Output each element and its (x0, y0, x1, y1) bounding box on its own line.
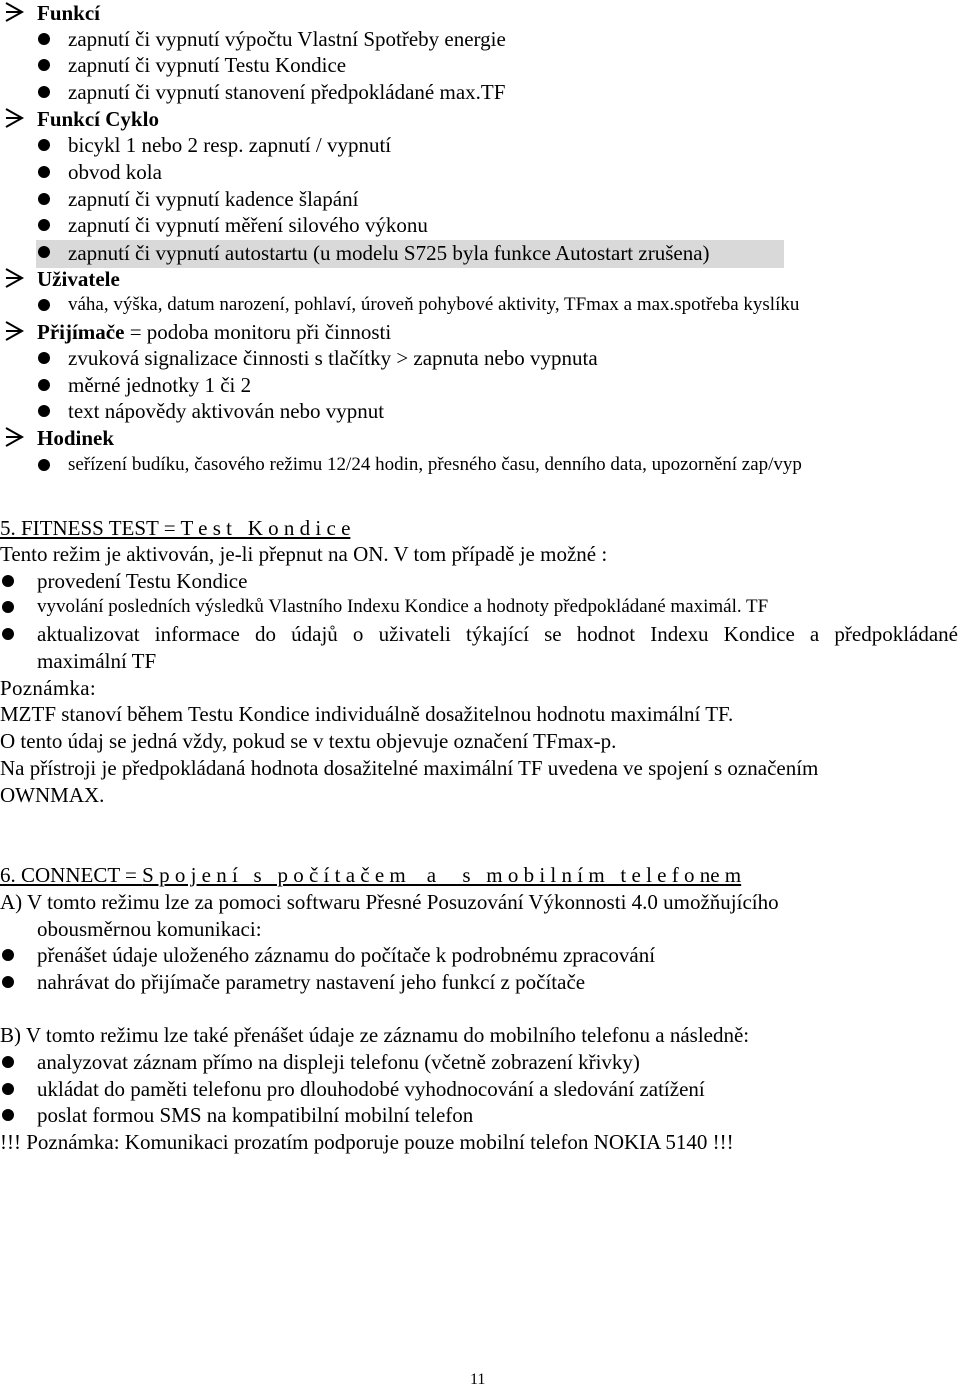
list-item: provedení Testu Kondice (37, 569, 248, 593)
connect-title-prefix: 6. CONNECT = (0, 863, 143, 887)
list-item: aktualizovat informace do údajů o uživateli týkající se hodnot Indexu Kondice a předpokládané (37, 622, 958, 646)
heading-uzivatele: Uživatele (37, 267, 120, 291)
arrow-bullet-icon (2, 319, 28, 345)
arrow-bullet-icon (2, 106, 28, 132)
heading-prijimace-rest: = podoba monitoru při činnosti (124, 320, 392, 344)
list-item: nahrávat do přijímače parametry nastavení jeho funkcí z počítače (37, 970, 586, 994)
arrow-bullet-icon (2, 0, 28, 26)
bullet-dot-icon (2, 1083, 14, 1095)
connect-a-line: A) V tomto režimu lze za pomoci softwaru Přesné Posuzování Výkonnosti 4.0 umožňujícího (0, 890, 779, 914)
note-line: O tento údaj se jedná vždy, pokud se v textu objevuje označení TFmax-p. (0, 729, 617, 753)
bullet-dot-icon (38, 219, 50, 231)
bullet-dot-icon (38, 86, 50, 98)
bullet-dot-icon (38, 59, 50, 71)
list-item: seřízení budíku, časového režimu 12/24 hodin, přesného času, denního data, upozornění zap/vyp (68, 454, 802, 475)
bullet-dot-icon (38, 299, 50, 311)
list-item: bicykl 1 nebo 2 resp. zapnutí / vypnutí (68, 133, 392, 157)
note-line: OWNMAX. (0, 783, 105, 807)
bullet-dot-icon (38, 166, 50, 178)
note-line: MZTF stanoví během Testu Kondice individuálně dosažitelnou hodnotu maximální TF. (0, 702, 734, 726)
list-item: váha, výška, datum narození, pohlaví, úroveň pohybové aktivity, TFmax a max.spotřeba kyslíku (68, 294, 800, 315)
list-item: zapnutí či vypnutí Testu Kondice (68, 53, 347, 77)
connect-a-line: obousměrnou komunikaci: (37, 917, 262, 941)
list-item: měrné jednotky 1 či 2 (68, 373, 252, 397)
bullet-dot-icon (2, 1056, 14, 1068)
bullet-dot-icon (38, 459, 50, 471)
final-note: !!! Poznámka: Komunikaci prozatím podporuje pouze mobilní telefon NOKIA 5140 !!! (0, 1130, 734, 1154)
page-number: 11 (470, 1371, 486, 1388)
bullet-dot-icon (38, 33, 50, 45)
bullet-dot-icon (38, 352, 50, 364)
bullet-dot-icon (38, 193, 50, 205)
heading-prijimace-bold: Přijímače (37, 320, 125, 344)
bullet-dot-icon (38, 379, 50, 391)
list-item: obvod kola (68, 160, 162, 184)
bullet-dot-icon (2, 1109, 14, 1121)
list-item: přenášet údaje uloženého záznamu do počítače k podrobnému zpracování (37, 943, 656, 967)
list-item: zapnutí či vypnutí měření silového výkonu (68, 213, 428, 237)
list-item: ukládat do paměti telefonu pro dlouhodobé vyhodnocování a sledování zatížení (37, 1077, 705, 1101)
fitness-title-spaced: T e s t K o n d i c e (180, 516, 351, 540)
arrow-bullet-icon (2, 266, 28, 292)
list-item: analyzovat záznam přímo na displeji telefonu (včetně zobrazení křivky) (37, 1050, 640, 1074)
bullet-dot-icon (38, 139, 50, 151)
connect-title-spaced: S p o j e n í s p o č í t a č e m a s m o b i l n í m t e l e f o ne m (142, 863, 742, 887)
heading-prijimace (37, 319, 391, 345)
list-item: zapnutí či vypnutí kadence šlapání (68, 187, 359, 211)
bullet-dot-icon (38, 405, 50, 417)
fitness-title-prefix: 5. FITNESS TEST = (0, 516, 181, 540)
list-item-highlighted: zapnutí či vypnutí autostartu (u modelu S725 byla funkce Autostart zrušena) (68, 241, 710, 265)
list-item: vyvolání posledních výsledků Vlastního Indexu Kondice a hodnoty předpokládané maximál. TF (37, 596, 769, 617)
fitness-intro: Tento režim je aktivován, je-li přepnut na ON. V tom případě je možné : (0, 542, 608, 566)
bullet-dot-icon (38, 246, 50, 258)
heading-funkci: Funkcí (37, 1, 101, 25)
section-title-connect (0, 862, 741, 888)
list-item: poslat formou SMS na kompatibilní mobilní telefon (37, 1103, 474, 1127)
arrow-bullet-icon (2, 425, 28, 451)
list-item: text nápovědy aktivován nebo vypnut (68, 399, 385, 423)
bullet-dot-icon (2, 601, 14, 613)
connect-b-line: B) V tomto režimu lze také přenášet údaje ze záznamu do mobilního telefonu a následně: (0, 1023, 750, 1047)
note-label: Poznámka: (0, 676, 97, 700)
bullet-dot-icon (2, 949, 14, 961)
list-item-continuation: maximální TF (37, 649, 157, 673)
list-item: zvuková signalizace činnosti s tlačítky > zapnuta nebo vypnuta (68, 346, 598, 370)
heading-cyklo: Funkcí Cyklo (37, 107, 159, 131)
list-item: zapnutí či vypnutí stanovení předpokládané max.TF (68, 80, 506, 104)
bullet-dot-icon (2, 976, 14, 988)
list-item: zapnutí či vypnutí výpočtu Vlastní Spotřeby energie (68, 27, 506, 51)
heading-hodinek: Hodinek (37, 426, 115, 450)
bullet-dot-icon (2, 628, 14, 640)
note-line: Na přístroji je předpokládaná hodnota dosažitelné maximální TF uvedena ve spojení s označením (0, 756, 819, 780)
bullet-dot-icon (2, 575, 14, 587)
section-title-fitness (0, 515, 350, 541)
